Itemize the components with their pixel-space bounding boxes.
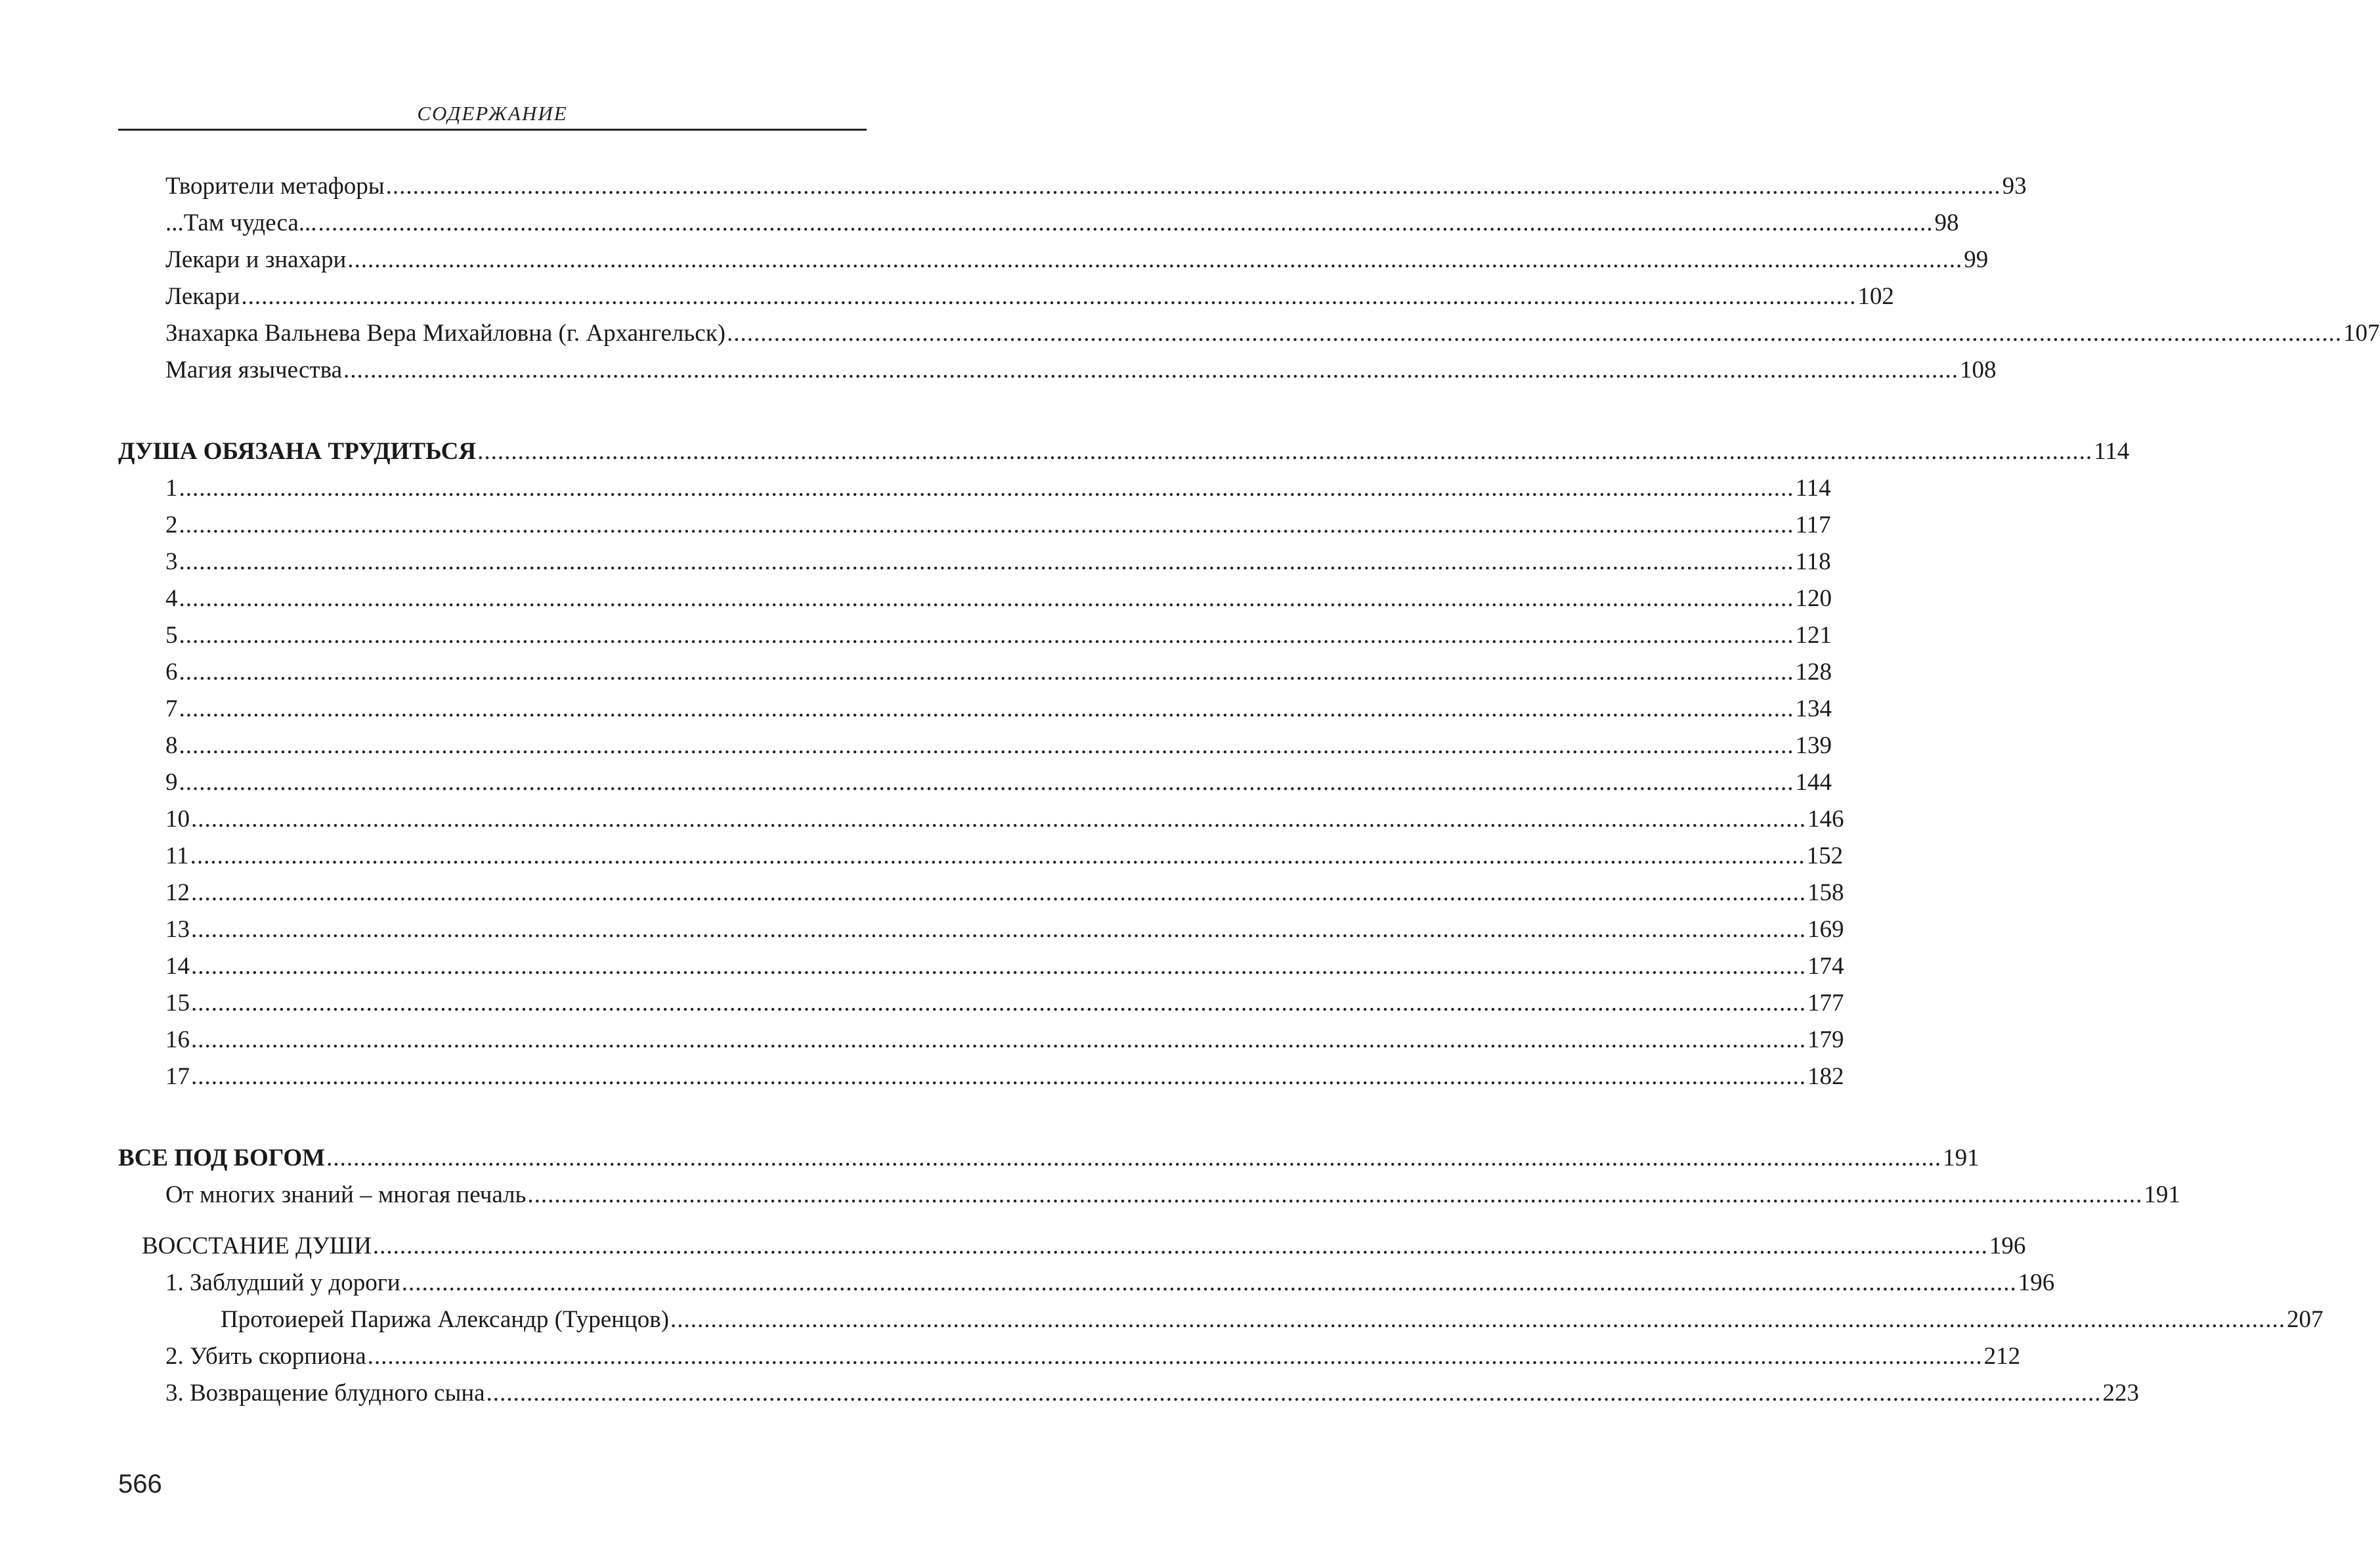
toc-leader-dots: ................................................................................................................................................................................................................................................	[241, 283, 1857, 310]
toc-entry-page: 120	[1795, 585, 1832, 612]
toc-entry	[165, 617, 1832, 654]
toc-entry-page: 179	[1807, 1026, 1844, 1053]
toc-entry-label: ВОССТАНИЕ ДУШИ	[142, 1233, 372, 1259]
toc-entry-label: 11	[165, 842, 189, 869]
toc-entry	[165, 544, 1831, 580]
toc-entry-label: 14	[165, 953, 190, 980]
toc-leader-dots: ................................................................................................................................................................................................................................................	[179, 475, 1794, 502]
toc-entry-label: От многих знаний – многая печаль	[165, 1181, 527, 1208]
toc-leader-dots: ................................................................................................................................................................................................................................................	[326, 1145, 1942, 1171]
toc-entry-label: Лекари и знахари	[165, 246, 347, 273]
toc-entry-label: Магия язычества	[165, 357, 343, 383]
toc-entry-page: 174	[1807, 953, 1844, 980]
toc-entry	[165, 1375, 2140, 1412]
toc-leader-dots: ................................................................................................................................................................................................................................................	[191, 916, 1806, 943]
toc-entry-label: 3	[165, 548, 178, 575]
toc-leader-dots: ................................................................................................................................................................................................................................................	[727, 320, 2342, 347]
toc-entry-page: 146	[1807, 806, 1844, 833]
toc-entry	[165, 205, 1959, 242]
toc-entry-label: 1. Заблудший у дороги	[165, 1269, 400, 1296]
toc-entry-page: 102	[1857, 283, 1894, 310]
toc-entry-page: 182	[1807, 1063, 1844, 1090]
toc-entry	[165, 911, 1844, 948]
toc-entry	[165, 691, 1832, 728]
toc-entry-label: 10	[165, 806, 190, 833]
toc-entry-label: 4	[165, 585, 178, 612]
toc-entry-label: 12	[165, 879, 190, 906]
toc-leader-dots: ................................................................................................................................................................................................................................................	[191, 1063, 1806, 1090]
toc-entry	[165, 278, 1894, 315]
toc-entry	[165, 654, 1832, 691]
toc-entry	[165, 352, 1997, 389]
toc-entry	[165, 1177, 2180, 1213]
toc-entry-page: 196	[1989, 1233, 2026, 1259]
toc-leader-dots: ................................................................................................................................................................................................................................................	[179, 659, 1794, 686]
toc-leader-dots: ................................................................................................................................................................................................................................................	[367, 1343, 1983, 1370]
toc-entry	[165, 1338, 2021, 1375]
toc-leader-dots: ................................................................................................................................................................................................................................................	[477, 438, 2093, 465]
toc-entry-page: 108	[1960, 357, 1997, 383]
toc-entry-page: 207	[2287, 1306, 2324, 1333]
toc-entry-label: 2	[165, 512, 178, 538]
toc-leader-dots: ................................................................................................................................................................................................................................................	[372, 1233, 1988, 1259]
toc-entry-page: 191	[2144, 1181, 2180, 1208]
toc-leader-dots: ................................................................................................................................................................................................................................................	[385, 173, 2001, 200]
toc-entry	[165, 1265, 2055, 1301]
toc-leader-dots: ................................................................................................................................................................................................................................................	[347, 246, 1963, 273]
toc-entry	[165, 242, 1989, 278]
toc-leader-dots: ................................................................................................................................................................................................................................................	[486, 1380, 2102, 1407]
toc-entry	[165, 1022, 1844, 1059]
toc-subsection-heading	[142, 1228, 2026, 1265]
toc-leader-dots: ................................................................................................................................................................................................................................................	[179, 695, 1794, 722]
toc-entry-page: 114	[1795, 475, 1831, 502]
toc-entry-page: 177	[1807, 990, 1844, 1016]
toc-leader-dots: ................................................................................................................................................................................................................................................	[179, 769, 1794, 796]
toc-leader-dots: ................................................................................................................................................................................................................................................	[191, 990, 1806, 1016]
toc-entry-page: 191	[1943, 1145, 1980, 1171]
toc-leader-dots: ................................................................................................................................................................................................................................................	[401, 1269, 2017, 1296]
toc-leader-dots: ................................................................................................................................................................................................................................................	[179, 585, 1794, 612]
toc-leader-dots: ................................................................................................................................................................................................................................................	[318, 209, 1934, 236]
toc-entry-label: 2. Убить скорпиона	[165, 1343, 366, 1370]
toc-entry-page: 121	[1795, 622, 1832, 649]
toc-leader-dots: ................................................................................................................................................................................................................................................	[179, 548, 1794, 575]
toc-entry-label: Лекари	[165, 283, 240, 310]
toc-entry-page: 98	[1934, 209, 1959, 236]
toc-leader-dots: ................................................................................................................................................................................................................................................	[179, 732, 1794, 759]
toc-entry-label: 7	[165, 695, 178, 722]
toc-leader-dots: ................................................................................................................................................................................................................................................	[191, 879, 1806, 906]
toc-entry-label: 13	[165, 916, 190, 943]
toc-entry	[165, 1059, 1844, 1095]
toc-entry	[165, 728, 1832, 764]
toc-entry-label: 8	[165, 732, 178, 759]
toc-entry-page: 134	[1795, 695, 1832, 722]
toc-entry	[165, 315, 2380, 352]
toc-entry	[221, 1301, 2324, 1338]
header-rule	[118, 129, 867, 131]
toc-entry-label: 16	[165, 1026, 190, 1053]
toc-entry-label: ...Там чудеса...	[165, 209, 317, 236]
toc-entry	[165, 580, 1832, 617]
toc-leader-dots: ................................................................................................................................................................................................................................................	[179, 622, 1794, 649]
toc-entry-page: 169	[1807, 916, 1844, 943]
toc-entry-label: 15	[165, 990, 190, 1016]
toc-entry-page: 114	[2094, 438, 2130, 465]
toc-entry	[165, 838, 1844, 875]
toc-entry-label: 5	[165, 622, 178, 649]
toc-entry-page: 158	[1807, 879, 1844, 906]
toc-entry-page: 117	[1795, 512, 1831, 538]
toc-entry	[165, 801, 1844, 838]
toc-entry-page: 223	[2102, 1380, 2140, 1407]
toc-entry	[165, 507, 1831, 544]
toc-entry-label: ДУША ОБЯЗАНА ТРУДИТЬСЯ	[118, 438, 477, 465]
toc-leader-dots: ................................................................................................................................................................................................................................................	[527, 1181, 2143, 1208]
running-header: СОДЕРЖАНИЕ	[417, 102, 568, 125]
toc-entry-label: 6	[165, 659, 178, 686]
toc-entry-label: 1	[165, 475, 178, 502]
toc-entry-page: 139	[1795, 732, 1832, 759]
toc-entry-page: 212	[1983, 1343, 2021, 1370]
toc-leader-dots: ................................................................................................................................................................................................................................................	[191, 806, 1806, 833]
toc-entry	[165, 168, 2027, 205]
toc-entry-label: Знахарка Вальнева Вера Михайловна (г. Архангельск)	[165, 320, 725, 347]
toc-entry-page: 152	[1806, 842, 1844, 869]
toc-entry-label: Творители метафоры	[165, 173, 385, 200]
page-number: 566	[118, 1470, 162, 1498]
toc-leader-dots: ................................................................................................................................................................................................................................................	[179, 512, 1794, 538]
toc-entry-page: 196	[2018, 1269, 2055, 1296]
toc-entry	[165, 470, 1831, 507]
toc-entry	[165, 985, 1844, 1022]
toc-entry-page: 118	[1795, 548, 1831, 575]
toc-entry-page: 128	[1795, 659, 1832, 686]
toc-leader-dots: ................................................................................................................................................................................................................................................	[343, 357, 1959, 383]
toc-entry-label: 17	[165, 1063, 190, 1090]
toc-entry-page: 99	[1964, 246, 1989, 273]
toc-section-heading	[118, 433, 2130, 470]
toc-leader-dots: ................................................................................................................................................................................................................................................	[670, 1306, 2286, 1333]
toc-section-heading	[118, 1140, 1980, 1177]
toc-leader-dots: ................................................................................................................................................................................................................................................	[190, 842, 1806, 869]
toc-entry-page: 144	[1795, 769, 1832, 796]
toc-entry-label: 3. Возвращение блудного сына	[165, 1380, 485, 1407]
toc-entry-page: 93	[2002, 173, 2027, 200]
toc-entry-label: 9	[165, 769, 178, 796]
toc-entry-label: ВСЕ ПОД БОГОМ	[118, 1145, 326, 1171]
toc-entry	[165, 875, 1844, 911]
toc-leader-dots: ................................................................................................................................................................................................................................................	[191, 1026, 1806, 1053]
toc-entry-page: 107	[2343, 320, 2380, 347]
toc-entry-label: Протоиерей Парижа Александр (Туренцов)	[221, 1306, 670, 1333]
toc-leader-dots: ................................................................................................................................................................................................................................................	[191, 953, 1806, 980]
toc-entry	[165, 764, 1832, 801]
toc-entry	[165, 948, 1844, 985]
